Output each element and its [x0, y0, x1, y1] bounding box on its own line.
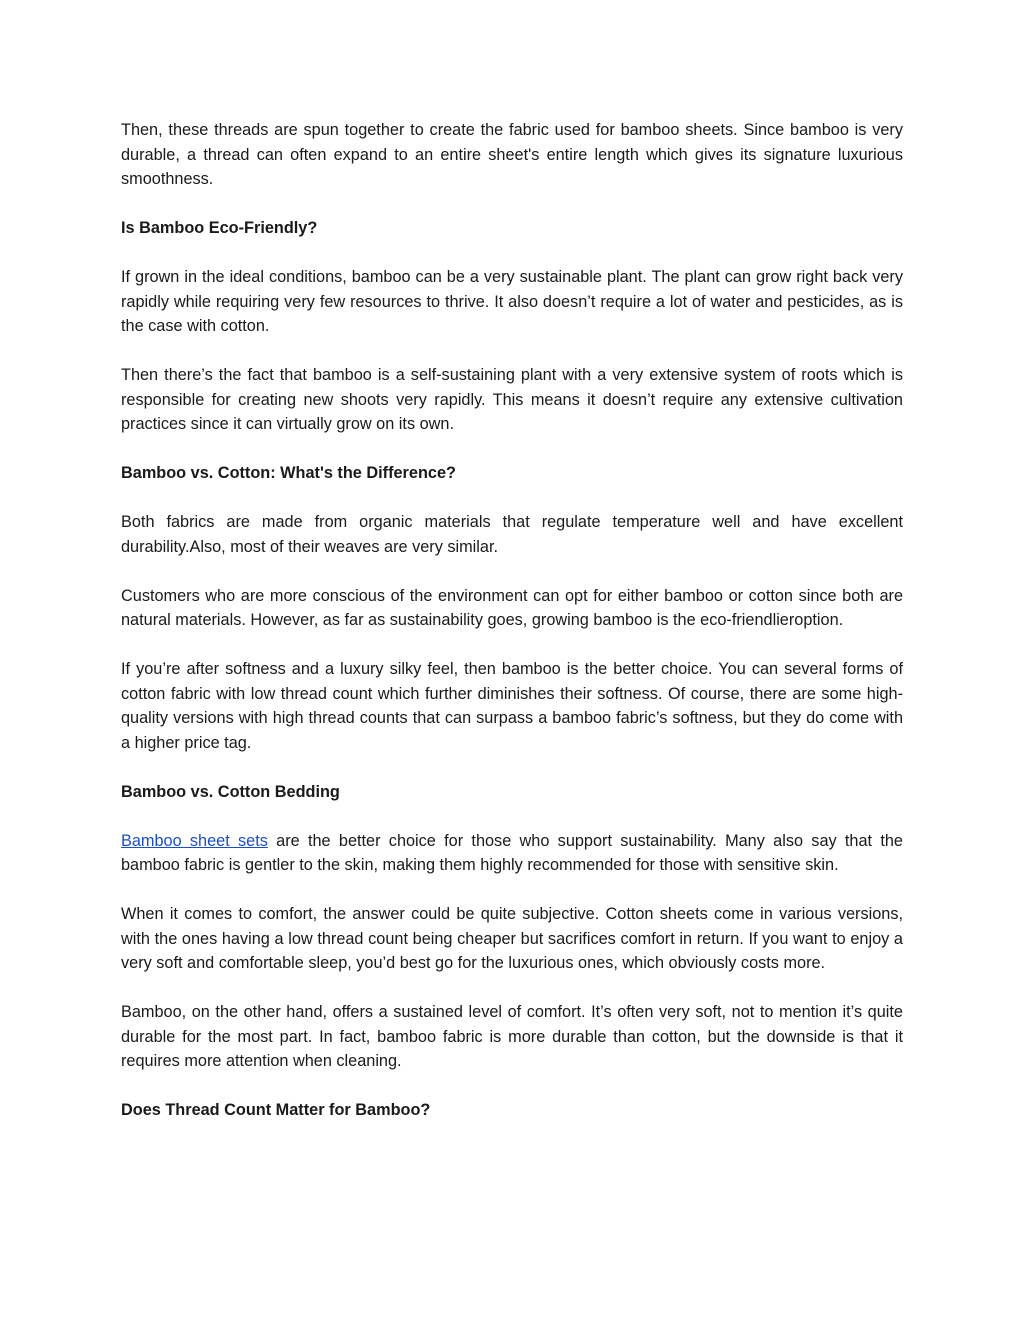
- paragraph-sustained-comfort: Bamboo, on the other hand, offers a sustained level of comfort. It’s often very soft, not to mention it’s quite durable for the most part. In fact, bamboo fabric is more durable than cotton, but the downside is that it requires more attention when cleaning.: [121, 1003, 903, 1070]
- heading-bamboo-vs-cotton-difference: Bamboo vs. Cotton: What's the Difference?: [121, 464, 456, 482]
- paragraph-sheet-sets-text: are the better choice for those who support sustainability. Many also say that the bamboo fabric is gentler to the skin, making them highly recommended for those with sensitive skin.: [121, 831, 903, 874]
- paragraph-self-sustaining: Then there’s the fact that bamboo is a self-sustaining plant with a very extensive system of roots which is responsible for creating new shoots very rapidly. This means it doesn’t require any extensive cultivation practices since it can virtually grow on its own.: [121, 366, 903, 433]
- paragraph-sustainable-plant: If grown in the ideal conditions, bamboo can be a very sustainable plant. The plant can grow right back very rapidly while requiring very few resources to thrive. It also doesn’t require a lot of water and pesticides, as is the case with cotton.: [121, 268, 903, 335]
- heading-thread-count: Does Thread Count Matter for Bamboo?: [121, 1101, 431, 1119]
- paragraph-comfort: When it comes to comfort, the answer could be quite subjective. Cotton sheets come in various versions, with the ones having a low thread count being cheaper but sacrifices comfort in return. If you want to enjoy a very soft and comfortable sleep, you’d best go for the luxurious ones, which obviously costs more.: [121, 905, 903, 972]
- paragraph-softness: If you’re after softness and a luxury silky feel, then bamboo is the better choice. You can several forms of cotton fabric with low thread count which further diminishes their softness. Of course, there are some high-quality versions with high thread counts that can surpass a bamboo fabric’s softness, but they do come with a higher price tag.: [121, 660, 903, 752]
- paragraph-sheet-sets: [121, 829, 903, 878]
- bamboo-sheet-sets-link[interactable]: Bamboo sheet sets: [121, 831, 268, 850]
- paragraph-conscious-customers: Customers who are more conscious of the environment can opt for either bamboo or cotton since both are natural materials. However, as far as sustainability goes, growing bamboo is the eco-friendlieroption.: [121, 586, 903, 629]
- paragraph-both-fabrics: Both fabrics are made from organic materials that regulate temperature well and have excellent durability.Also, most of their weaves are very similar.: [121, 513, 903, 556]
- document-page: [121, 118, 903, 1147]
- heading-eco-friendly: Is Bamboo Eco-Friendly?: [121, 219, 318, 237]
- paragraph-threads-spun: Then, these threads are spun together to create the fabric used for bamboo sheets. Since bamboo is very durable, a thread can often expand to an entire sheet's entire length which gives its signature luxurious smoothness.: [121, 121, 903, 188]
- heading-bamboo-vs-cotton-bedding: Bamboo vs. Cotton Bedding: [121, 782, 340, 801]
